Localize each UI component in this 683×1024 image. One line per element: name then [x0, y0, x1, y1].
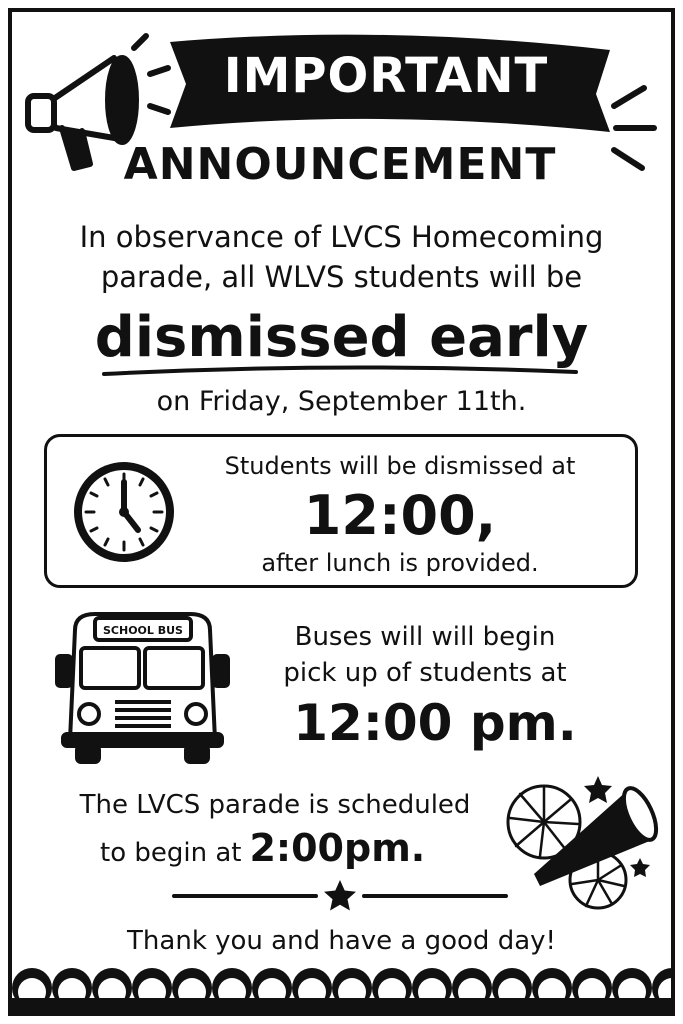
- parade-line-1: The LVCS parade is scheduled: [79, 790, 471, 820]
- dismissal-time: 12:00,: [303, 484, 497, 547]
- star-icon: [324, 880, 356, 911]
- headline-underline: [100, 358, 580, 382]
- pom-poms-megaphone-icon: [500, 762, 660, 922]
- school-bus-icon: [55, 610, 230, 765]
- date-line: on Friday, September 11th.: [156, 386, 527, 417]
- parade-line-2-text: to begin at: [100, 838, 242, 868]
- intro-line-2: parade, all WLVS students will be: [100, 260, 583, 294]
- emphasis-rays: [608, 80, 664, 176]
- dismissal-line-2: after lunch is provided.: [261, 549, 539, 577]
- bus-line-2: pick up of students at: [283, 658, 567, 688]
- intro-line-1: In observance of LVCS Homecoming: [79, 220, 604, 254]
- banner-title: IMPORTANT: [223, 48, 549, 104]
- announcement-title: ANNOUNCEMENT: [123, 139, 557, 190]
- bus-time: 12:00 pm.: [293, 694, 577, 752]
- clock-icon: [70, 458, 178, 566]
- dismissal-line-1: Students will be dismissed at: [224, 452, 576, 480]
- scalloped-border: [12, 960, 671, 1012]
- parade-line-2: [100, 822, 425, 879]
- thank-you-line: Thank you and have a good day!: [127, 926, 556, 956]
- parade-time: 2:00pm.: [249, 826, 426, 870]
- dismissed-early-headline: dismissed early: [94, 305, 589, 370]
- bus-sign: SCHOOL BUS: [103, 624, 183, 637]
- star-divider: [170, 878, 510, 914]
- bus-line-1: Buses will will begin: [294, 622, 556, 652]
